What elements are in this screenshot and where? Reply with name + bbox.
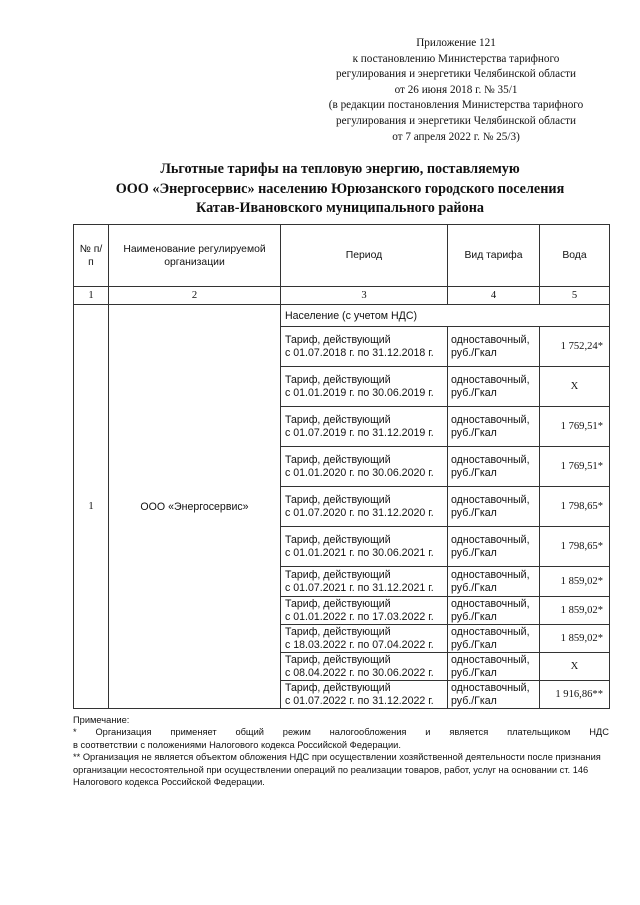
period-label: Тариф, действующий xyxy=(285,534,391,547)
table-header-row xyxy=(74,225,610,287)
tariff-type-cell xyxy=(448,625,540,653)
period-cell xyxy=(281,527,448,567)
tariff-type: одноставочный, xyxy=(451,413,530,426)
note-1-word: и xyxy=(425,727,431,738)
tariff-type: одноставочный, xyxy=(451,681,530,694)
period-dates: с 01.07.2018 г. по 31.12.2018 г. xyxy=(285,346,434,359)
period-cell xyxy=(281,567,448,597)
water-value: 1 798,65* xyxy=(540,487,610,527)
organization-name: ООО «Энергосервис» xyxy=(109,305,281,709)
note-1-word: Организация xyxy=(95,727,152,738)
period-label: Тариф, действующий xyxy=(285,334,391,347)
tariff-type-cell xyxy=(448,447,540,487)
document-title xyxy=(70,160,610,219)
tariff-type: одноставочный, xyxy=(451,493,530,506)
column-number: 3 xyxy=(281,287,448,305)
header-type: Вид тарифа xyxy=(448,225,540,287)
tariff-unit: руб./Гкал xyxy=(451,694,497,707)
tariff-type-cell xyxy=(448,407,540,447)
period-label: Тариф, действующий xyxy=(285,374,391,387)
tariff-type-cell xyxy=(448,487,540,527)
tariff-type-cell xyxy=(448,653,540,681)
tariff-table xyxy=(73,224,610,709)
period-dates: с 01.07.2021 г. по 31.12.2021 г. xyxy=(285,581,434,594)
tariff-unit: руб./Гкал xyxy=(451,581,497,594)
header-org: Наименование регулируемой организации xyxy=(109,225,281,287)
water-value: 1 859,02* xyxy=(540,625,610,653)
period-cell xyxy=(281,625,448,653)
note-1-word: применяет xyxy=(170,727,217,738)
water-value: 1 859,02* xyxy=(540,567,610,597)
appendix-line: регулирования и энергетики Челябинской области xyxy=(336,114,576,127)
tariff-type-cell xyxy=(448,527,540,567)
tariff-unit: руб./Гкал xyxy=(451,386,497,399)
note-1-word: налогообложения xyxy=(329,727,407,738)
tariff-type: одноставочный, xyxy=(451,533,530,546)
tariff-type-cell xyxy=(448,681,540,709)
water-value: Х xyxy=(540,367,610,407)
appendix-line: Приложение 121 xyxy=(416,37,496,49)
note-2: ** Организация не является объектом обложения НДС при осуществлении хозяйственной деятельности после признания организации несостоятельной при осуществлении операций по реализации товаров, работ, услуг на основании ст. 146 Налогового кодекса Российской Федерации. xyxy=(73,752,601,788)
tariff-unit: руб./Гкал xyxy=(451,506,497,519)
header-period: Период xyxy=(281,225,448,287)
note-1 xyxy=(73,726,609,738)
period-dates: с 01.01.2021 г. по 30.06.2021 г. xyxy=(285,546,434,559)
appendix-line: от 7 апреля 2022 г. № 25/3) xyxy=(392,130,520,143)
tariff-type: одноставочный, xyxy=(451,625,530,638)
appendix-line: от 26 июня 2018 г. № 35/1 xyxy=(394,83,518,96)
tariff-type: одноставочный, xyxy=(451,653,530,666)
group-row xyxy=(74,305,610,327)
tariff-type: одноставочный, xyxy=(451,333,530,346)
appendix-line: регулирования и энергетики Челябинской области xyxy=(336,68,576,81)
water-value: 1 916,86** xyxy=(540,681,610,709)
water-value: 1 769,51* xyxy=(540,407,610,447)
period-dates: с 01.01.2019 г. по 30.06.2019 г. xyxy=(285,386,434,399)
tariff-type-cell xyxy=(448,567,540,597)
appendix-block xyxy=(300,36,612,145)
tariff-type: одноставочный, xyxy=(451,597,530,610)
water-value: 1 752,24* xyxy=(540,327,610,367)
tariff-unit: руб./Гкал xyxy=(451,610,497,623)
tariff-type: одноставочный, xyxy=(451,453,530,466)
title-line: Катав-Ивановского муниципального района xyxy=(196,200,484,216)
period-cell xyxy=(281,487,448,527)
water-value: Х xyxy=(540,653,610,681)
note-1-word: плательщиком xyxy=(507,727,571,738)
period-label: Тариф, действующий xyxy=(285,654,391,667)
appendix-line: к постановлению Министерства тарифного xyxy=(352,52,560,65)
note-1-continuation: в соответствии с положениями Налогового кодекса Российской Федерации. xyxy=(73,739,401,750)
tariff-type: одноставочный, xyxy=(451,373,530,386)
period-cell xyxy=(281,327,448,367)
column-number: 2 xyxy=(109,287,281,305)
column-number: 1 xyxy=(74,287,109,305)
note-1-word: НДС xyxy=(589,727,609,738)
note-1-word: общий xyxy=(235,727,264,738)
note-1-word: * xyxy=(73,727,77,738)
column-number: 5 xyxy=(540,287,610,305)
period-label: Тариф, действующий xyxy=(285,454,391,467)
period-dates: с 01.01.2022 г. по 17.03.2022 г. xyxy=(285,610,434,623)
tariff-unit: руб./Гкал xyxy=(451,546,497,559)
title-line: Льготные тарифы на тепловую энергию, поставляемую xyxy=(160,161,520,177)
notes-block xyxy=(73,714,609,788)
header-water: Вода xyxy=(540,225,610,287)
period-label: Тариф, действующий xyxy=(285,626,391,639)
water-value: 1 798,65* xyxy=(540,527,610,567)
tariff-unit: руб./Гкал xyxy=(451,466,497,479)
tariff-type-cell xyxy=(448,327,540,367)
tariff-type: одноставочный, xyxy=(451,568,530,581)
period-dates: с 08.04.2022 г. по 30.06.2022 г. xyxy=(285,666,434,679)
period-dates: с 01.07.2020 г. по 31.12.2020 г. xyxy=(285,506,434,519)
period-cell xyxy=(281,681,448,709)
tariff-unit: руб./Гкал xyxy=(451,346,497,359)
column-number: 4 xyxy=(448,287,540,305)
tariff-unit: руб./Гкал xyxy=(451,666,497,679)
tariff-unit: руб./Гкал xyxy=(451,426,497,439)
water-value: 1 859,02* xyxy=(540,597,610,625)
tariff-unit: руб./Гкал xyxy=(451,638,497,651)
period-dates: с 01.07.2019 г. по 31.12.2019 г. xyxy=(285,426,434,439)
period-dates: с 01.01.2020 г. по 30.06.2020 г. xyxy=(285,466,434,479)
period-dates: с 01.07.2022 г. по 31.12.2022 г. xyxy=(285,694,434,707)
period-label: Тариф, действующий xyxy=(285,414,391,427)
group-label: Население (с учетом НДС) xyxy=(281,305,610,327)
water-value: 1 769,51* xyxy=(540,447,610,487)
period-cell xyxy=(281,407,448,447)
period-cell xyxy=(281,367,448,407)
note-1-word: режим xyxy=(282,727,311,738)
tariff-type-cell xyxy=(448,597,540,625)
period-label: Тариф, действующий xyxy=(285,598,391,611)
note-1-word: является xyxy=(449,727,489,738)
period-label: Тариф, действующий xyxy=(285,494,391,507)
notes-heading: Примечание: xyxy=(73,715,130,725)
column-number-row xyxy=(74,287,610,305)
header-num: № п/п xyxy=(74,225,109,287)
appendix-line: (в редакции постановления Министерства тарифного xyxy=(328,99,584,112)
row-index: 1 xyxy=(74,305,109,709)
tariff-type-cell xyxy=(448,367,540,407)
period-label: Тариф, действующий xyxy=(285,569,391,582)
period-dates: с 18.03.2022 г. по 07.04.2022 г. xyxy=(285,638,434,651)
period-cell xyxy=(281,653,448,681)
period-cell xyxy=(281,447,448,487)
period-cell xyxy=(281,597,448,625)
period-label: Тариф, действующий xyxy=(285,682,391,695)
title-line: ООО «Энергосервис» населению Юрюзанского городского поселения xyxy=(115,180,565,197)
